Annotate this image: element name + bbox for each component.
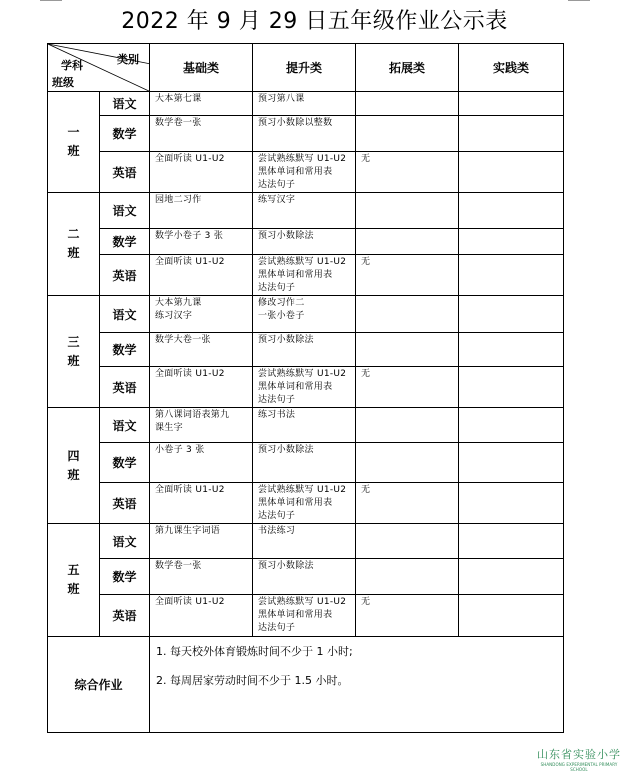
basic-assignment-cell: 全面听读 U1-U2	[150, 367, 253, 408]
table-row	[48, 255, 564, 296]
table-row	[48, 443, 564, 483]
extended-assignment-cell: 无	[356, 255, 459, 296]
homework-table	[47, 43, 564, 733]
extended-assignment-cell	[356, 333, 459, 367]
extended-assignment-cell	[356, 408, 459, 443]
basic-assignment-cell: 第八课词语表第九 课生字	[150, 408, 253, 443]
class-name-cell	[48, 296, 100, 408]
subject-cell: 英语	[100, 255, 150, 296]
basic-assignment-cell: 第九课生字词语	[150, 524, 253, 559]
table-row	[48, 559, 564, 595]
extended-assignment-cell	[356, 92, 459, 116]
table-row	[48, 333, 564, 367]
table-row	[48, 483, 564, 524]
subject-cell: 语文	[100, 296, 150, 333]
basic-assignment-cell: 全面听读 U1-U2	[150, 255, 253, 296]
school-logo-english: SHANDONG EXPERIMENTAL PRIMARY SCHOOL	[540, 762, 618, 772]
header-category-label: 类别	[117, 53, 139, 66]
subject-cell: 数学	[100, 559, 150, 595]
subject-cell: 语文	[100, 92, 150, 116]
advanced-assignment-cell: 练习书法	[253, 408, 356, 443]
table-row	[48, 193, 564, 229]
class-name-char: 班	[67, 246, 80, 260]
advanced-assignment-cell: 预习第八课	[253, 92, 356, 116]
diagonal-header-cell	[48, 44, 150, 92]
subject-cell: 数学	[100, 116, 150, 152]
basic-assignment-cell: 全面听读 U1-U2	[150, 595, 253, 637]
practice-assignment-cell	[459, 595, 564, 637]
practice-assignment-cell	[459, 152, 564, 193]
class-name-char: 班	[67, 144, 80, 158]
extended-assignment-cell	[356, 296, 459, 333]
table-row	[48, 229, 564, 255]
subject-cell: 语文	[100, 408, 150, 443]
summary-body	[150, 637, 564, 733]
practice-assignment-cell	[459, 443, 564, 483]
practice-assignment-cell	[459, 255, 564, 296]
table-row	[48, 92, 564, 116]
basic-assignment-cell: 数学大卷一张	[150, 333, 253, 367]
column-header-practice: 实践类	[459, 44, 564, 92]
practice-assignment-cell	[459, 92, 564, 116]
class-name-cell	[48, 193, 100, 296]
table-row	[48, 152, 564, 193]
extended-assignment-cell: 无	[356, 367, 459, 408]
advanced-assignment-cell: 尝试熟练默写 U1-U2 黑体单词和常用表 达法句子	[253, 152, 356, 193]
basic-assignment-cell: 数学小卷子 3 张	[150, 229, 253, 255]
basic-assignment-cell: 大本第九课 练习汉字	[150, 296, 253, 333]
summary-label: 综合作业	[48, 637, 150, 733]
advanced-assignment-cell: 预习小数除以整数	[253, 116, 356, 152]
document-title: 2022 年 9 月 29 日五年级作业公示表	[121, 9, 508, 34]
practice-assignment-cell	[459, 483, 564, 524]
extended-assignment-cell	[356, 559, 459, 595]
practice-assignment-cell	[459, 559, 564, 595]
extended-assignment-cell	[356, 443, 459, 483]
header-class-label: 班级	[52, 76, 74, 89]
table-row	[48, 367, 564, 408]
summary-item: 2. 每周居家劳动时间不少于 1.5 小时。	[156, 674, 349, 687]
table-row	[48, 595, 564, 637]
header-subject-label: 学科	[61, 59, 83, 72]
advanced-assignment-cell: 尝试熟练默写 U1-U2 黑体单词和常用表 达法句子	[253, 367, 356, 408]
advanced-assignment-cell: 尝试熟练默写 U1-U2 黑体单词和常用表 达法句子	[253, 255, 356, 296]
table-row	[48, 296, 564, 333]
header-row	[48, 44, 564, 92]
subject-cell: 数学	[100, 333, 150, 367]
practice-assignment-cell	[459, 367, 564, 408]
practice-assignment-cell	[459, 333, 564, 367]
basic-assignment-cell: 数学卷一张	[150, 559, 253, 595]
practice-assignment-cell	[459, 193, 564, 229]
subject-cell: 语文	[100, 193, 150, 229]
basic-assignment-cell: 大本第七课	[150, 92, 253, 116]
page-corner-mark-right	[568, 0, 590, 1]
extended-assignment-cell: 无	[356, 595, 459, 637]
advanced-assignment-cell: 书法练习	[253, 524, 356, 559]
practice-assignment-cell	[459, 229, 564, 255]
advanced-assignment-cell: 预习小数除法	[253, 333, 356, 367]
subject-cell: 英语	[100, 595, 150, 637]
class-name-cell	[48, 92, 100, 193]
class-name-char: 三	[67, 334, 80, 349]
extended-assignment-cell	[356, 229, 459, 255]
practice-assignment-cell	[459, 116, 564, 152]
class-name-char: 五	[67, 563, 80, 577]
class-name-char: 班	[67, 353, 80, 368]
advanced-assignment-cell: 练写汉字	[253, 193, 356, 229]
basic-assignment-cell: 小卷子 3 张	[150, 443, 253, 483]
extended-assignment-cell	[356, 193, 459, 229]
advanced-assignment-cell: 修改习作二 一张小卷子	[253, 296, 356, 333]
column-header-basic: 基础类	[150, 44, 253, 92]
class-name-char: 二	[67, 227, 80, 241]
table-row	[48, 116, 564, 152]
class-name-cell	[48, 408, 100, 524]
column-header-extended: 拓展类	[356, 44, 459, 92]
advanced-assignment-cell: 尝试熟练默写 U1-U2 黑体单词和常用表 达法句子	[253, 595, 356, 637]
extended-assignment-cell	[356, 524, 459, 559]
class-name-char: 四	[67, 448, 80, 463]
class-name-char: 一	[67, 125, 80, 139]
subject-cell: 英语	[100, 483, 150, 524]
basic-assignment-cell: 数学卷一张	[150, 116, 253, 152]
basic-assignment-cell: 全面听读 U1-U2	[150, 152, 253, 193]
advanced-assignment-cell: 预习小数除法	[253, 443, 356, 483]
summary-item: 1. 每天校外体育锻炼时间不少于 1 小时;	[156, 645, 353, 658]
subject-cell: 英语	[100, 152, 150, 193]
practice-assignment-cell	[459, 524, 564, 559]
extended-assignment-cell: 无	[356, 152, 459, 193]
summary-row	[48, 637, 564, 733]
practice-assignment-cell	[459, 296, 564, 333]
class-name-char: 班	[67, 467, 80, 482]
extended-assignment-cell	[356, 116, 459, 152]
advanced-assignment-cell: 尝试熟练默写 U1-U2 黑体单词和常用表 达法句子	[253, 483, 356, 524]
advanced-assignment-cell: 预习小数除法	[253, 229, 356, 255]
subject-cell: 数学	[100, 229, 150, 255]
subject-cell: 数学	[100, 443, 150, 483]
subject-cell: 语文	[100, 524, 150, 559]
extended-assignment-cell: 无	[356, 483, 459, 524]
subject-cell: 英语	[100, 367, 150, 408]
school-logo	[533, 746, 625, 772]
school-logo-chinese: 山东省实验小学	[537, 748, 621, 761]
column-header-advanced: 提升类	[253, 44, 356, 92]
table-row	[48, 408, 564, 443]
page-corner-mark-left	[40, 0, 62, 1]
basic-assignment-cell: 全面听读 U1-U2	[150, 483, 253, 524]
table-row	[48, 524, 564, 559]
class-name-char: 班	[67, 582, 80, 596]
class-name-cell	[48, 524, 100, 637]
advanced-assignment-cell: 预习小数除法	[253, 559, 356, 595]
basic-assignment-cell: 园地二习作	[150, 193, 253, 229]
practice-assignment-cell	[459, 408, 564, 443]
